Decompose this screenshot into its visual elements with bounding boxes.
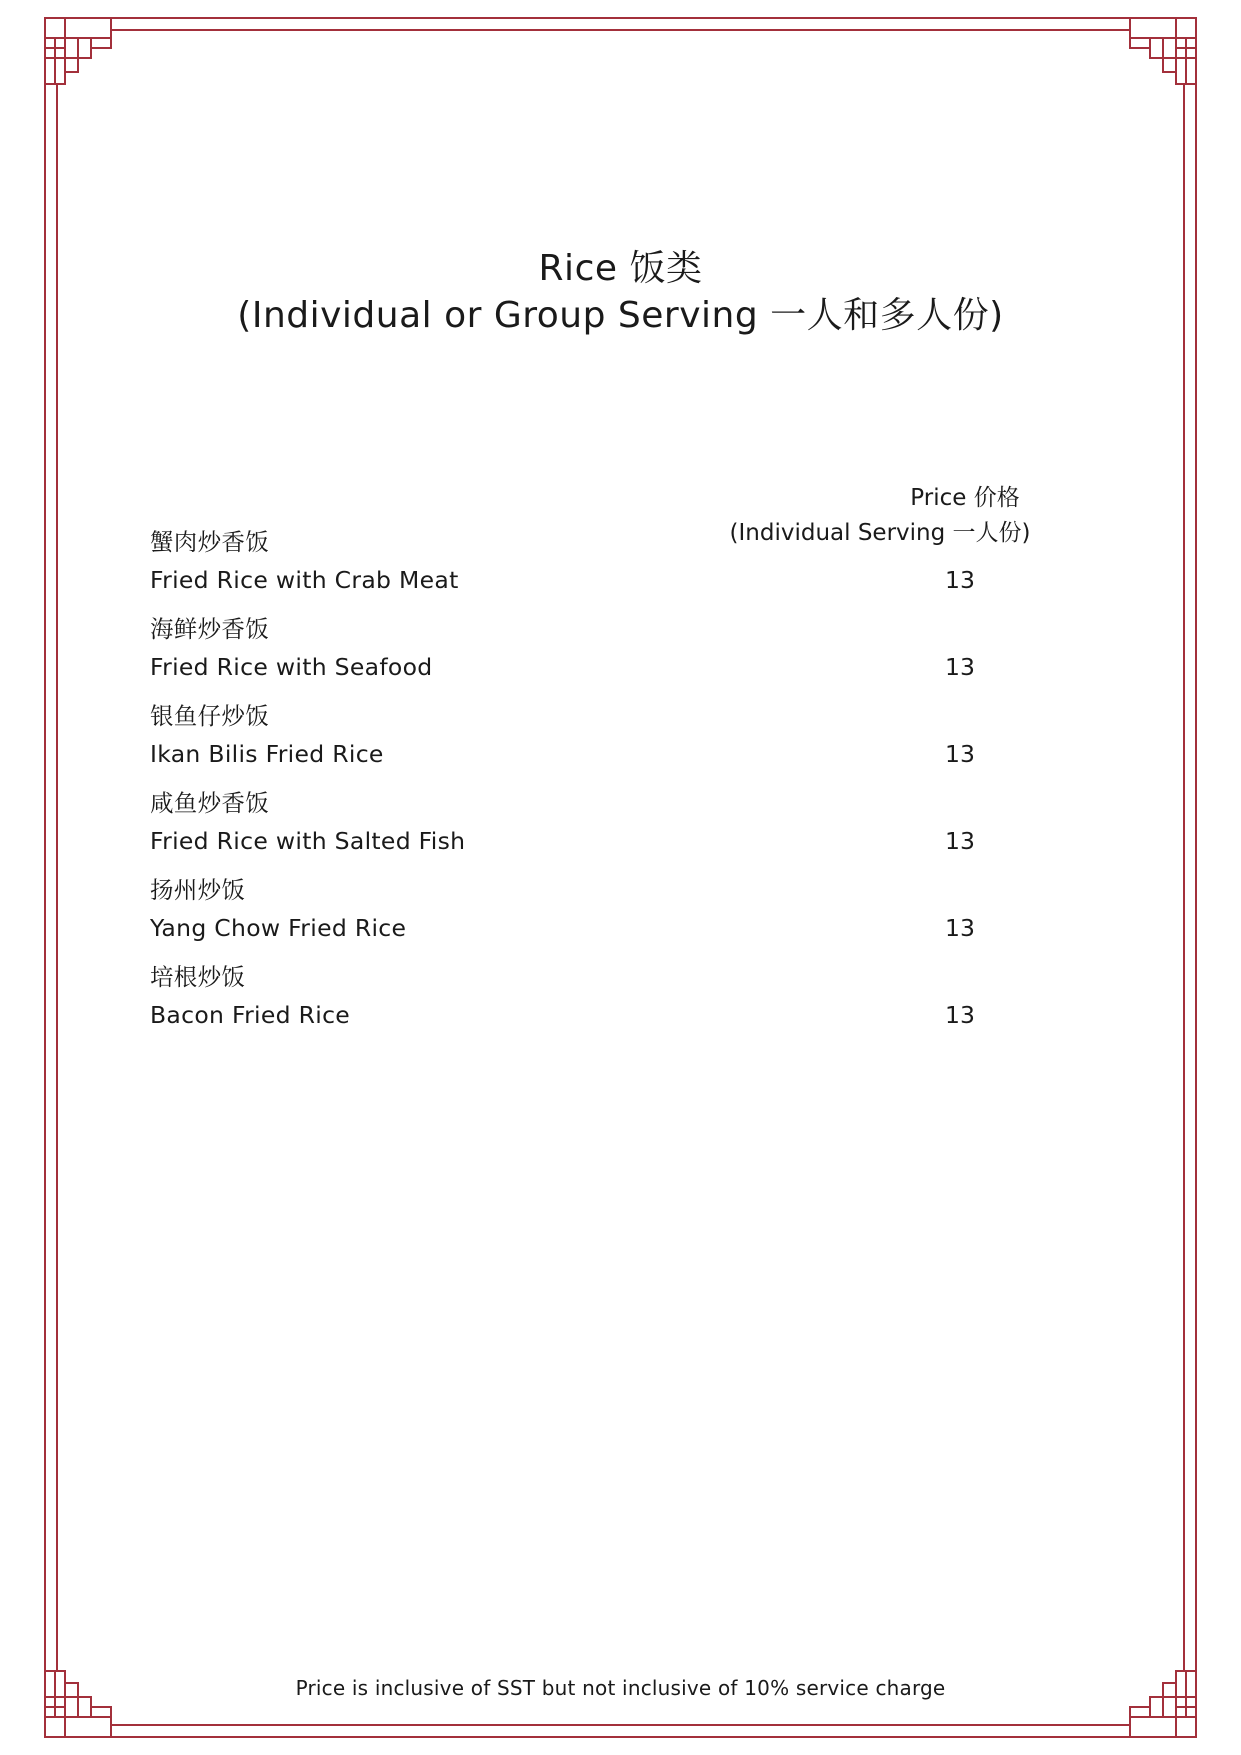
footer-note: Price is inclusive of SST but not inclusive of 10% service charge	[295, 1676, 946, 1700]
item-price: 13	[945, 827, 975, 855]
item-english-name: Ikan Bilis Fried Rice	[150, 740, 384, 768]
item-price: 13	[945, 740, 975, 768]
item-english-name: Bacon Fried Rice	[150, 1001, 351, 1029]
item-english-name: Fried Rice with Seafood	[150, 653, 433, 681]
item-price: 13	[945, 653, 975, 681]
item-chinese-name: 银鱼仔炒饭	[150, 702, 269, 730]
item-price: 13	[945, 1001, 975, 1029]
page-title: Rice 饭类	[538, 248, 703, 289]
item-chinese-name: 蟹肉炒香饭	[150, 528, 269, 556]
price-column-subheader: (Individual Serving 一人份)	[729, 520, 1031, 546]
price-column-header: Price 价格	[910, 485, 1020, 511]
item-price: 13	[945, 914, 975, 942]
item-chinese-name: 咸鱼炒香饭	[150, 789, 269, 817]
item-chinese-name: 扬州炒饭	[150, 876, 246, 904]
item-price: 13	[945, 566, 975, 594]
item-english-name: Fried Rice with Salted Fish	[150, 827, 466, 855]
item-english-name: Fried Rice with Crab Meat	[150, 566, 459, 594]
item-chinese-name: 培根炒饭	[150, 963, 246, 991]
item-english-name: Yang Chow Fried Rice	[150, 914, 407, 942]
item-chinese-name: 海鲜炒香饭	[150, 615, 269, 643]
page-subtitle: (Individual or Group Serving 一人和多人份)	[237, 295, 1004, 336]
